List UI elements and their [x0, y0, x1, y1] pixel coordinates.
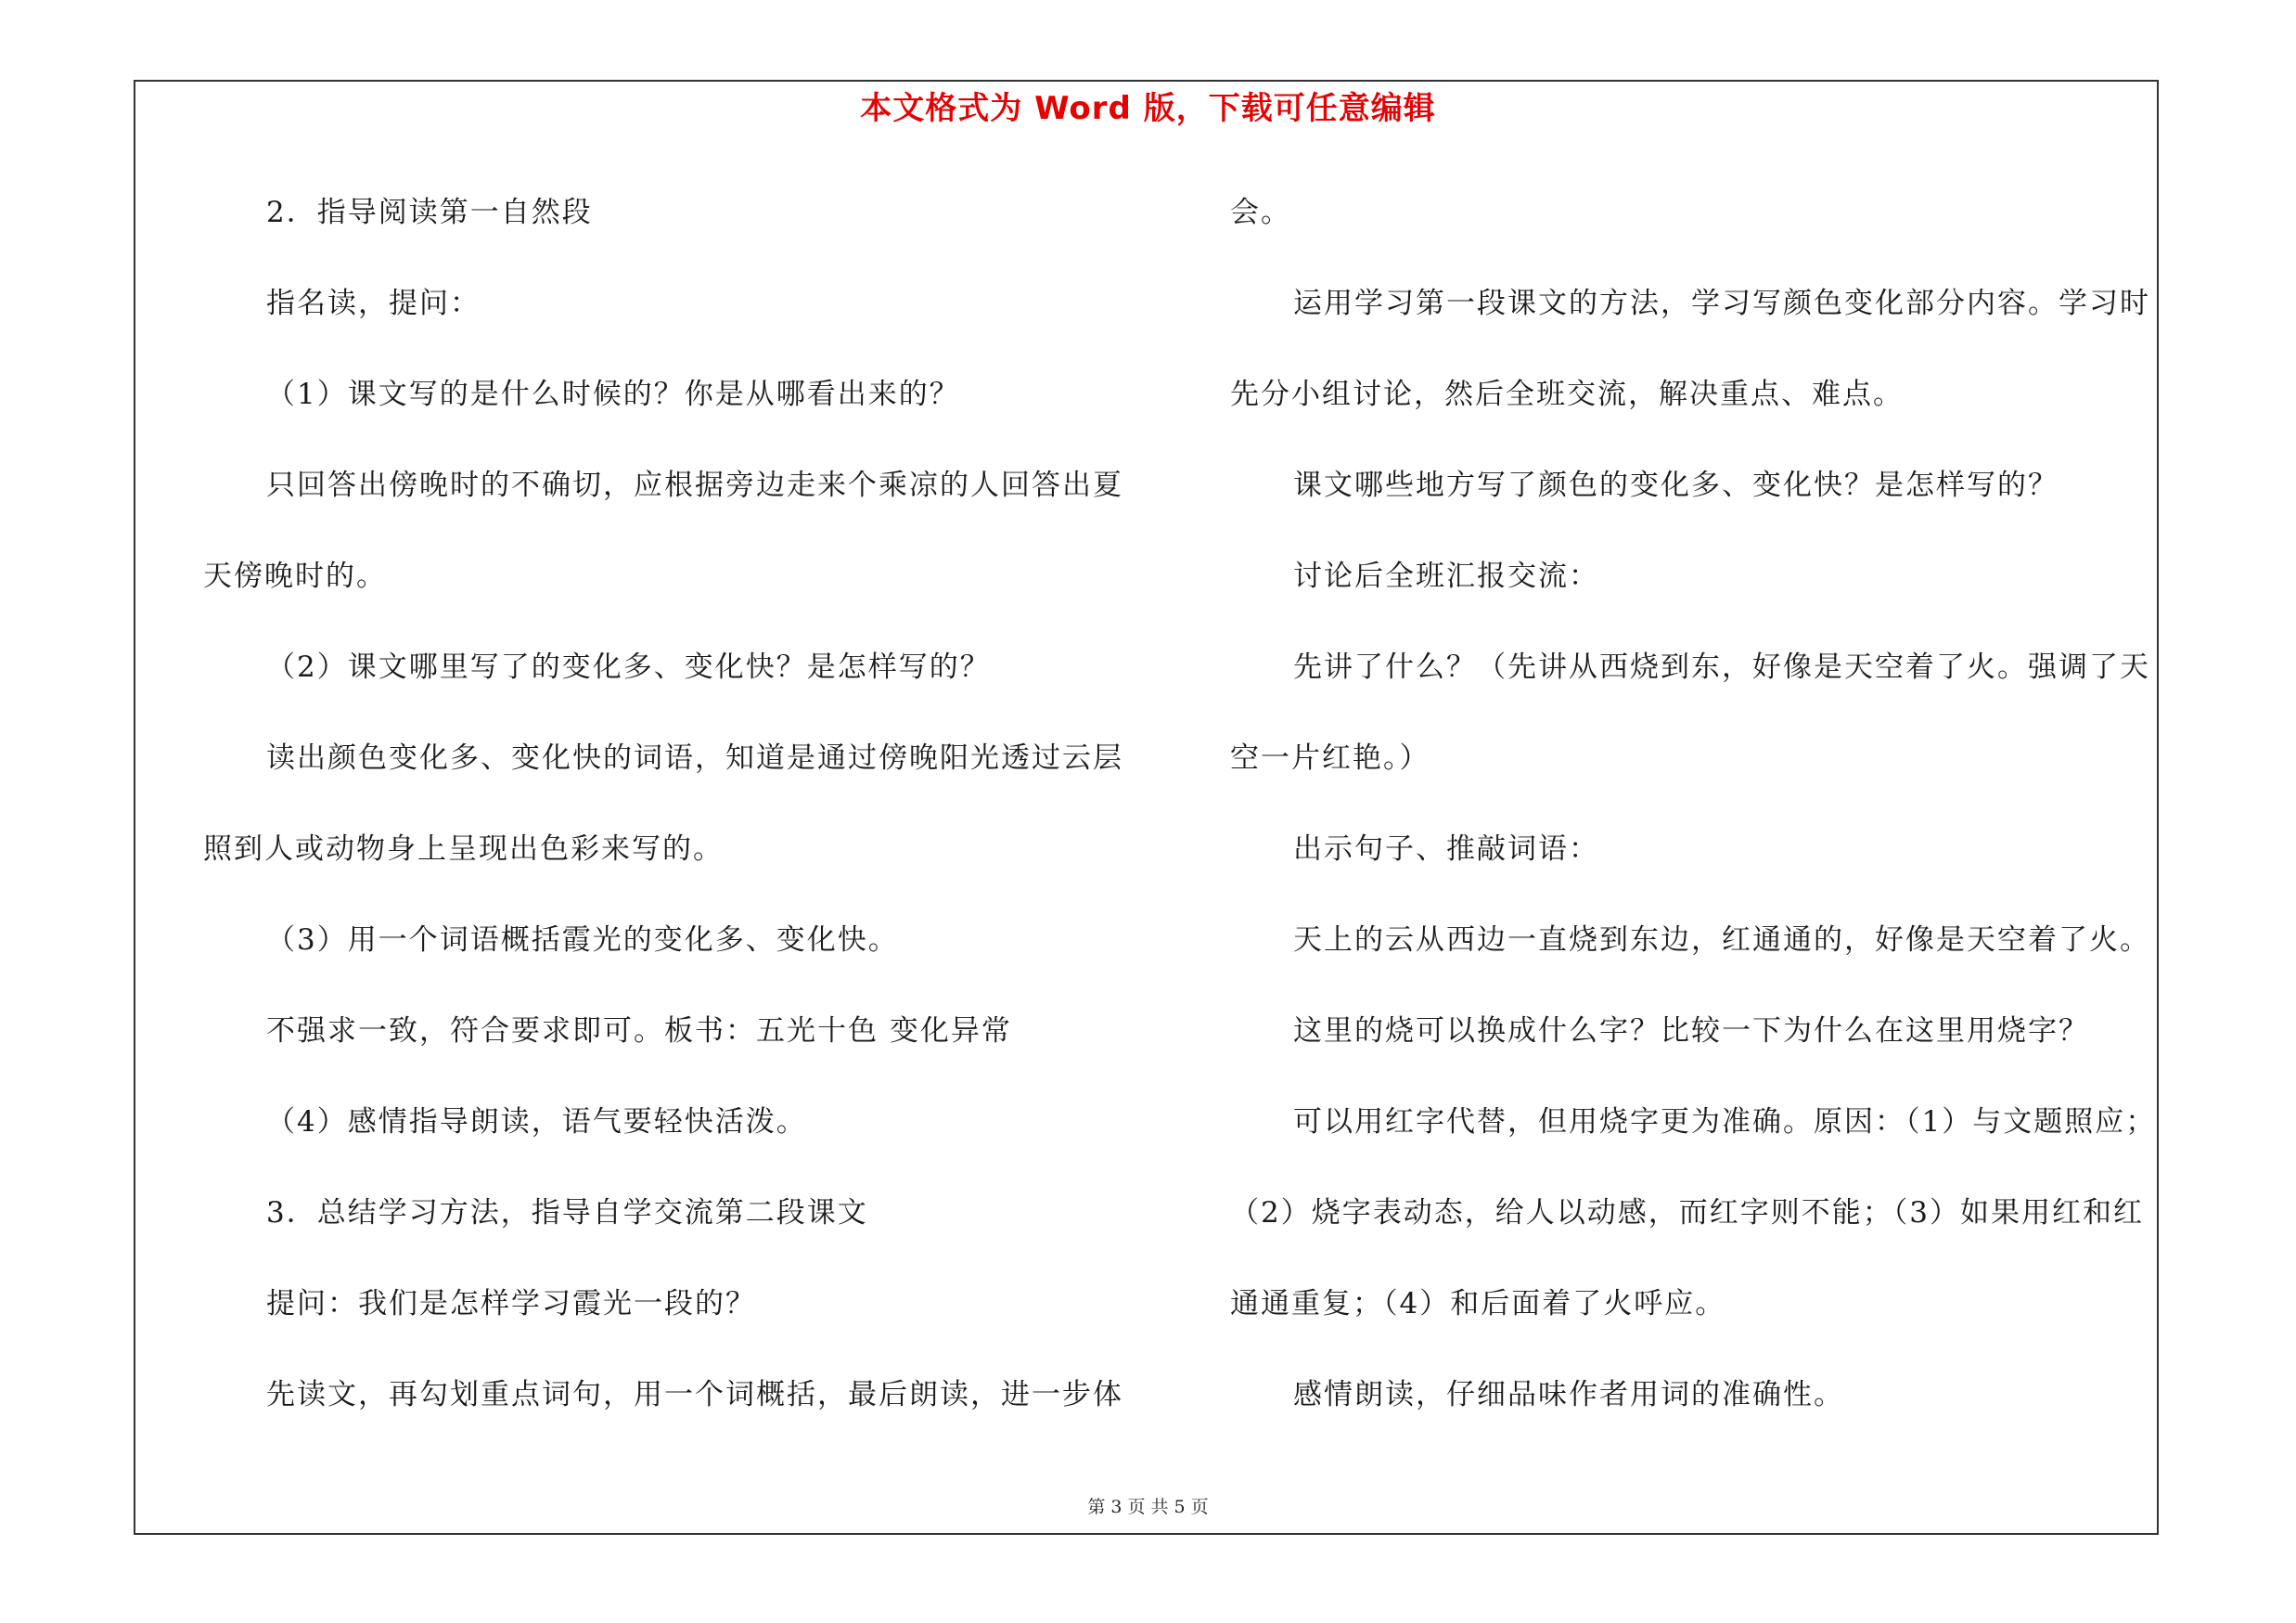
paragraph-line: 不强求一致，符合要求即可。板书：五光十色 变化异常 [266, 1014, 1012, 1048]
paragraph-line: 空一片红艳。） [1230, 741, 1430, 775]
paragraph-line: 出示句子、推敲词语： [1293, 832, 1599, 866]
left-column [203, 184, 1131, 1457]
paragraph-line: 指名读，提问： [266, 287, 481, 320]
paragraph-line: （1）课文写的是什么时候的？你是从哪看出来的？ [266, 378, 960, 411]
paragraph-line: 可以用红字代替，但用烧字更为准确。原因：（1）与文题照应； [1293, 1105, 2157, 1139]
paragraph-line: 先讲了什么？（先讲从西烧到东，好像是天空着了火。强调了天 [1293, 650, 2150, 684]
paragraph-line: 感情朗读，仔细品味作者用词的准确性。 [1293, 1378, 1844, 1411]
paragraph-line: 课文哪些地方写了颜色的变化多、变化快？是怎样写的？ [1293, 469, 2059, 502]
header-title: 本文格式为 Word 版，下载可任意编辑 [860, 90, 1436, 127]
paragraph-line: 先分小组讨论，然后全班交流，解决重点、难点。 [1230, 378, 1904, 411]
paragraph-line: （2）烧字表动态，给人以动感，而红字则不能；（3）如果用红和红 [1230, 1196, 2144, 1230]
paragraph-line: 读出颜色变化多、变化快的词语，知道是通过傍晚阳光透过云层 [266, 741, 1123, 775]
paragraph-line: 天上的云从西边一直烧到东边，红通通的，好像是天空着了火。 [1293, 923, 2150, 957]
page-number-footer: 第 3 页 共 5 页 [1087, 1497, 1209, 1517]
paragraph-line: 先读文，再勾划重点词句，用一个词概括，最后朗读，进一步体 [266, 1378, 1123, 1411]
paragraph-line: （3）用一个词语概括霞光的变化多、变化快。 [266, 923, 899, 957]
paragraph-line: 2．指导阅读第一自然段 [266, 196, 593, 229]
paragraph-line: （2）课文哪里写了的变化多、变化快？是怎样写的？ [266, 650, 991, 684]
paragraph-line: 这里的烧可以换成什么字？比较一下为什么在这里用烧字？ [1293, 1014, 2089, 1048]
paragraph-line: 运用学习第一段课文的方法，学习写颜色变化部分内容。学习时 [1293, 287, 2150, 320]
paragraph-line: 3．总结学习方法，指导自学交流第二段课文 [266, 1196, 868, 1230]
paragraph-line: 会。 [1230, 196, 1291, 229]
paragraph-line: 只回答出傍晚时的不确切，应根据旁边走来个乘凉的人回答出夏 [266, 469, 1123, 502]
paragraph-line: 提问：我们是怎样学习霞光一段的？ [266, 1287, 756, 1320]
paragraph-line: 讨论后全班汇报交流： [1293, 560, 1599, 593]
paragraph-line: 通通重复；（4）和后面着了火呼应。 [1230, 1287, 1726, 1320]
right-column [1230, 184, 2176, 1457]
paragraph-line: （4）感情指导朗读，语气要轻快活泼。 [266, 1105, 807, 1139]
paragraph-line: 照到人或动物身上呈现出色彩来写的。 [203, 832, 724, 866]
paragraph-line: 天傍晚时的。 [203, 560, 387, 593]
